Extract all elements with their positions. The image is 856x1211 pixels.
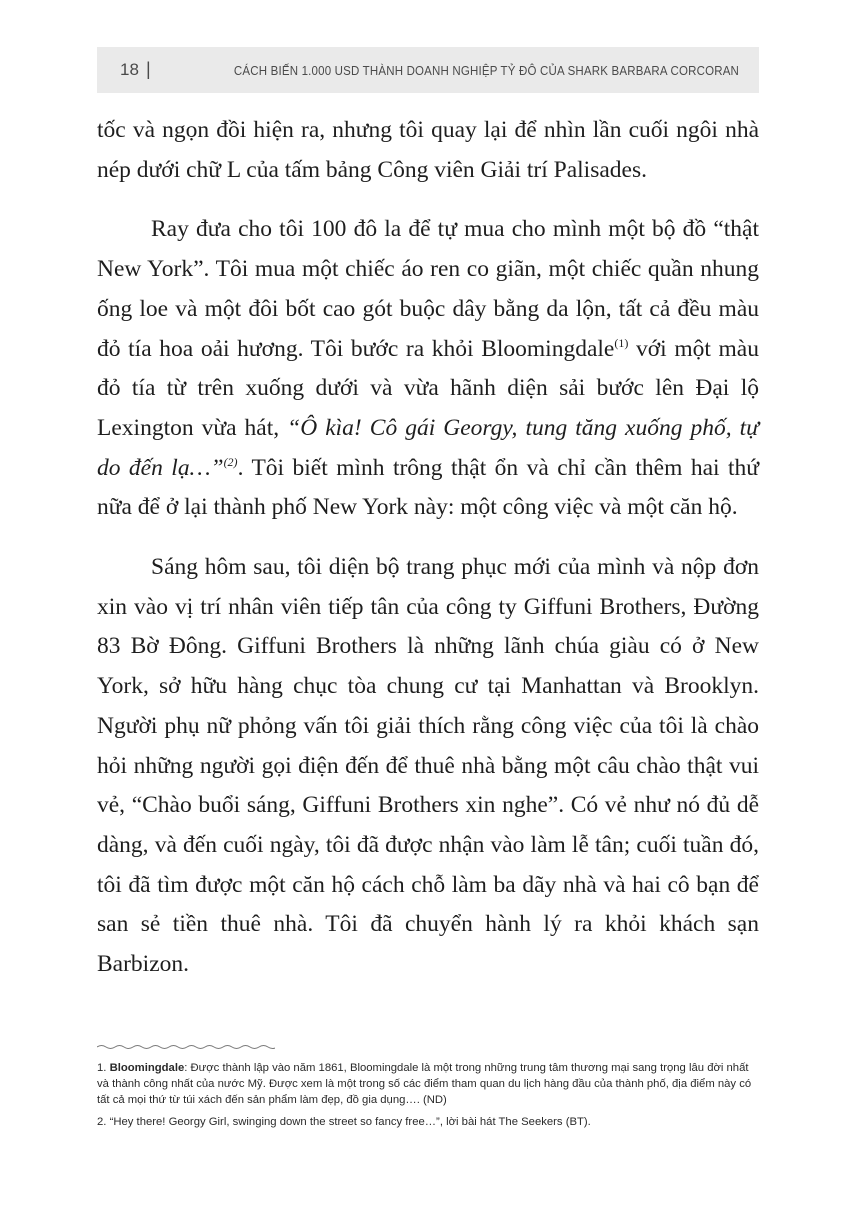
paragraph-2-part-c: . Tôi biết mình trông thật ổn và chỉ cần thêm hai thứ nữa để ở lại thành phố New York này: một công việc và một căn hộ. xyxy=(97,454,759,521)
footnote-1 xyxy=(97,1060,759,1109)
footnote-2-text: “Hey there! Georgy Girl, swinging down the street so fancy free…”, lời bài hát The Seekers (BT). xyxy=(109,1115,591,1128)
footnote-2-number: 2. xyxy=(97,1115,107,1128)
paragraph-2 xyxy=(97,210,759,528)
running-header xyxy=(97,47,759,93)
footnote-ref-1: (1) xyxy=(614,335,629,350)
paragraph-2-part-b: với một màu đỏ tía từ trên xuống dưới và vừa hãnh diện sải bước lên Đại lộ Lexington vừa hát, xyxy=(97,335,759,441)
main-text xyxy=(97,111,759,985)
footnote-ref-2: (2) xyxy=(223,454,238,469)
header-separator: | xyxy=(146,59,151,79)
paragraph-2-part-a: Ray đưa cho tôi 100 đô la để tự mua cho mình một bộ đồ “thật New York”. Tôi mua một chiếc áo ren co giãn, một chiếc quần nhung ống loe và một đôi bốt cao gót buộc dây bằng da lộn, tất cả đều màu đỏ tía hoa oải hương. Tôi bước ra khỏi Bloomingdale xyxy=(97,216,759,362)
footnote-1-number: 1. xyxy=(97,1062,107,1074)
song-quote: “Ô kìa! Cô gái Georgy, tung tăng xuống phố, tự do đến lạ…” xyxy=(97,414,759,481)
footnote-2 xyxy=(97,1114,759,1130)
paragraph-3: Sáng hôm sau, tôi diện bộ trang phục mới của mình và nộp đơn xin vào vị trí nhân viên tiếp tân của công ty Giffuni Brothers, Đường 83 Bờ Đông. Giffuni Brothers là những lãnh chúa giàu có ở New York, sở hữu hàng chục tòa chung cư tại Manhattan và Brooklyn. Người phụ nữ phỏng vấn tôi giải thích rằng công việc của tôi là chào hỏi những người gọi điện đến để thuê nhà bằng một câu chào thật vui vẻ, “Chào buổi sáng, Giffuni Brothers xin nghe”. Có vẻ như nó đủ dễ dàng, và đến cuối ngày, tôi đã được nhận vào làm lễ tân; cuối tuần đó, tôi đã tìm được một căn hộ cách chỗ làm ba dãy nhà và hai cô bạn để san sẻ tiền thuê nhà. Tôi đã chuyển hành lý ra khỏi khách sạn Barbizon. xyxy=(97,554,759,978)
footnote-divider xyxy=(97,1044,275,1050)
footnotes xyxy=(97,1060,759,1130)
footnote-1-term: Bloomingdale xyxy=(109,1062,185,1074)
book-title: CÁCH BIẾN 1.000 USD THÀNH DOANH NGHIỆP TỶ ĐÔ CỦA SHARK BARBARA CORCORAN xyxy=(233,64,739,78)
footnote-1-text: : Được thành lập vào năm 1861, Bloomingdale là một trong những trung tâm thương mại sang trọng lâu đời nhất và thành công nhất của nước Mỹ. Được xem là một trong số các điểm tham quan du lịch hàng đầu của thành phố, địa điểm này có tất cả mọi thứ từ túi xách đến sản phẩm làm đẹp, đồ gia dụng…. (ND) xyxy=(97,1062,752,1107)
page-number: 18 xyxy=(120,60,139,79)
paragraph-1: tốc và ngọn đồi hiện ra, nhưng tôi quay lại để nhìn lần cuối ngôi nhà nép dưới chữ L của tấm bảng Công viên Giải trí Palisades. xyxy=(97,117,759,183)
